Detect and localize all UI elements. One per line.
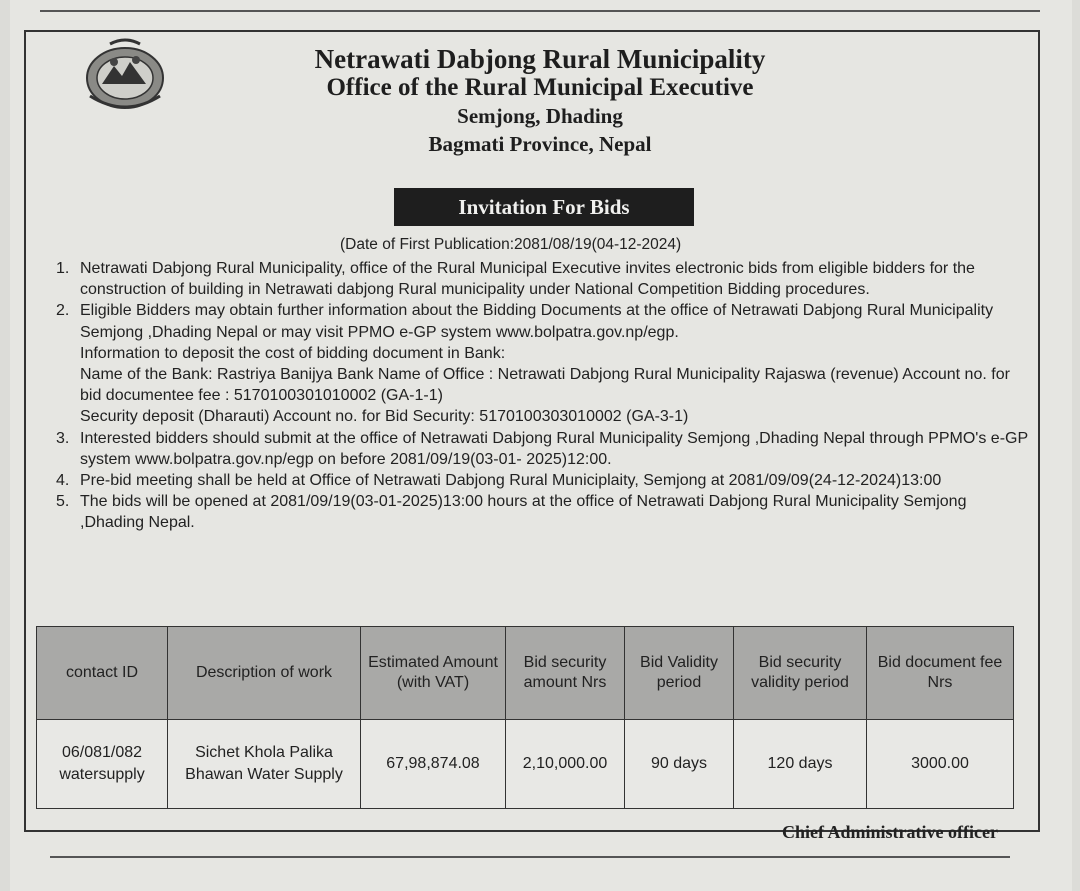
- office-location: Semjong, Dhading: [457, 104, 623, 128]
- item-number: 4.: [56, 472, 70, 490]
- office-header: [190, 44, 890, 158]
- item-text: Security deposit (Dharauti) Account no. for Bid Security: 5170100303010002 (GA-3-1): [80, 408, 689, 426]
- column-header: Bid document fee Nrs: [867, 627, 1014, 720]
- notice-title: Invitation For Bids: [394, 188, 694, 226]
- list-item: [56, 428, 1028, 470]
- publication-date: (Date of First Publication:2081/08/19(04-12-2024): [340, 236, 682, 253]
- office-province: Bagmati Province, Nepal: [428, 132, 652, 156]
- list-item: [56, 258, 1028, 300]
- municipality-name: Netrawati Dabjong Rural Municipality: [314, 44, 766, 74]
- table-cell: 3000.00: [867, 720, 1014, 809]
- item-text: Netrawati Dabjong Rural Municipality, office of the Rural Municipal Executive invites electronic bids from eligible bidders for the construction of building in Netrawati dabjong Rural municipality under National Competition Bidding procedures.: [80, 260, 975, 299]
- item-text: The bids will be opened at 2081/09/19(03-01-2025)13:00 hours at the office of Netrawati Dabjong Rural Municipality Semjong ,Dhading Nepal.: [80, 493, 967, 532]
- item-number: 3.: [56, 429, 70, 447]
- column-header: Bid security amount Nrs: [506, 627, 625, 720]
- table-row: [37, 720, 1014, 809]
- table-cell: 90 days: [625, 720, 734, 809]
- item-text: Pre-bid meeting shall be held at Office of Netrawati Dabjong Rural Municiplaity, Semjong at 2081/09/09(24-12-2024)13:00: [80, 472, 942, 490]
- previous-notice-border: [40, 0, 1040, 12]
- table-cell: 2,10,000.00: [506, 720, 625, 809]
- signature-title: Chief Administrative officer: [782, 822, 998, 842]
- item-text: Information to deposit the cost of bidding document in Bank:: [80, 344, 506, 362]
- table-cell: 120 days: [734, 720, 867, 809]
- table-cell: Sichet Khola Palika Bhawan Water Supply: [168, 720, 361, 809]
- table-cell: 67,98,874.08: [361, 720, 506, 809]
- table-cell: 06/081/082 watersupply: [37, 720, 168, 809]
- list-item: [56, 470, 1028, 491]
- government-emblem-icon: [80, 36, 170, 116]
- item-number: 5.: [56, 493, 70, 511]
- item-number: 1.: [56, 260, 70, 277]
- column-header: Description of work: [168, 627, 361, 720]
- column-header: Bid Validity period: [625, 627, 734, 720]
- notice-items: [56, 258, 1028, 534]
- office-name: Office of the Rural Municipal Executive: [326, 74, 754, 101]
- item-text: Eligible Bidders may obtain further information about the Bidding Documents at the office of Netrawati Dabjong Rural Municipality Semjong ,Dhading Nepal or may visit PPMO e-GP system www.bolpatra.gov.np/egp.: [80, 302, 994, 341]
- page-divider: [50, 856, 1010, 858]
- table-header-row: [37, 627, 1014, 720]
- column-header: Estimated Amount (with VAT): [361, 627, 506, 720]
- item-text: Name of the Bank: Rastriya Banijya Bank Name of Office : Netrawati Dabjong Rural Municipality Rajaswa (revenue) Account no. for bid documentee fee : 5170100301010002 (GA-1-1): [80, 366, 1010, 405]
- item-text: Interested bidders should submit at the office of Netrawati Dabjong Rural Municipality Semjong ,Dhading Nepal through PPMO's e-GP system www.bolpatra.gov.np/egp on before 2081/09/19(03-01- 2025)12:00.: [80, 429, 1028, 468]
- list-item: [56, 491, 1028, 533]
- column-header: Bid security validity period: [734, 627, 867, 720]
- newspaper-page: [10, 0, 1072, 891]
- bid-table: [36, 626, 1014, 809]
- list-item: [56, 300, 1028, 427]
- item-number: 2.: [56, 302, 70, 320]
- column-header: contact ID: [37, 627, 168, 720]
